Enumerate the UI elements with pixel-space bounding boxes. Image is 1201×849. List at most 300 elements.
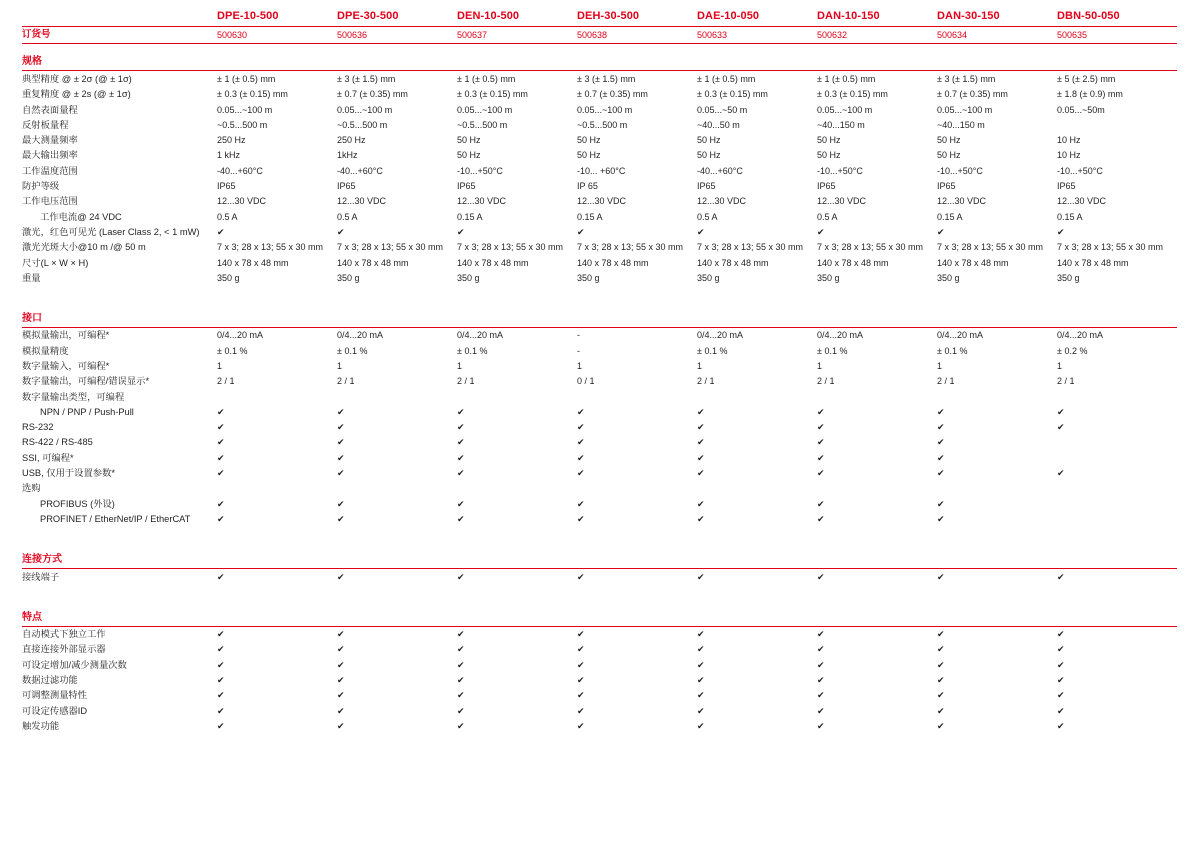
row-value-3-6-1: ✔	[337, 720, 345, 731]
row-label-1-2: 数字量输入，可编程*	[22, 360, 110, 371]
row-value-1-6-6: ✔	[937, 422, 945, 433]
row-value-0-8-5: 12...30 VDC	[817, 196, 867, 207]
row-value-1-5-3: ✔	[577, 406, 585, 417]
row-value-0-11-7: 7 x 3; 28 x 13; 55 x 30 mm	[1057, 242, 1164, 253]
row-value-0-13-7: 350 g	[1057, 272, 1080, 283]
row-value-3-0-6: ✔	[937, 629, 945, 640]
model-name-1: DPE-30-500	[337, 10, 399, 22]
row-value-3-4-7: ✔	[1057, 690, 1065, 701]
row-label-0-1: 重复精度 @ ± 2s (@ ± 1σ)	[22, 89, 131, 100]
row-label-0-4: 最大测量频率	[22, 135, 78, 146]
spec-row	[22, 270, 1177, 285]
row-value-0-4-4: 50 Hz	[697, 135, 721, 146]
spec-row	[22, 496, 1177, 511]
row-value-0-0-1: ± 3 (± 1.5) mm	[337, 73, 396, 84]
spacer	[22, 527, 1177, 542]
row-value-3-5-5: ✔	[817, 705, 825, 716]
row-value-0-10-6: ✔	[937, 226, 945, 237]
row-value-1-9-6: ✔	[937, 468, 945, 479]
section-blank-1	[337, 301, 457, 326]
model-name-3: DEH-30-500	[577, 10, 640, 22]
order-code-value-2: 500637	[457, 29, 488, 40]
row-value-0-5-5: 50 Hz	[817, 150, 841, 161]
row-value-0-13-4: 350 g	[697, 272, 720, 283]
spacer-row	[22, 285, 1177, 300]
row-value-3-3-5: ✔	[817, 675, 825, 686]
section-blank-3	[577, 301, 697, 326]
row-value-1-2-6: 1	[937, 360, 943, 371]
row-value-3-5-3: ✔	[577, 705, 585, 716]
row-value-1-6-1: ✔	[337, 422, 345, 433]
row-value-0-5-4: 50 Hz	[697, 150, 721, 161]
order-code-value-7: 500635	[1057, 29, 1088, 40]
row-value-1-2-5: 1	[817, 360, 823, 371]
row-value-1-11-2: ✔	[457, 498, 465, 509]
row-value-0-13-5: 350 g	[817, 272, 840, 283]
row-value-0-13-2: 350 g	[457, 272, 480, 283]
row-label-0-6: 工作温度范围	[22, 165, 78, 176]
row-value-3-4-6: ✔	[937, 690, 945, 701]
section-blank-4	[697, 542, 817, 567]
row-value-2-0-2: ✔	[457, 571, 465, 582]
row-label-1-3: 数字量输出，可编程/错误显示*	[22, 376, 150, 387]
row-value-3-0-2: ✔	[457, 629, 465, 640]
section-header-1	[22, 301, 1177, 326]
row-value-1-12-6: ✔	[937, 513, 945, 524]
row-value-0-13-0: 350 g	[217, 272, 240, 283]
row-label-0-8: 工作电压范围	[22, 196, 78, 207]
row-value-0-1-3: ± 0.7 (± 0.35) mm	[577, 89, 648, 100]
row-value-1-12-2: ✔	[457, 513, 465, 524]
row-value-0-2-3: 0.05...~100 m	[577, 104, 633, 115]
row-value-3-3-1: ✔	[337, 675, 345, 686]
section-blank-1	[337, 600, 457, 625]
row-value-1-6-4: ✔	[697, 422, 705, 433]
row-value-0-4-2: 50 Hz	[457, 135, 481, 146]
row-value-3-5-7: ✔	[1057, 705, 1065, 716]
row-value-0-1-7: ± 1.8 (± 0.9) mm	[1057, 89, 1123, 100]
spacer-row	[22, 527, 1177, 542]
row-value-0-4-7: 10 Hz	[1057, 135, 1081, 146]
row-value-3-3-4: ✔	[697, 675, 705, 686]
row-value-1-10-1	[337, 481, 457, 496]
row-label-0-12: 尺寸(L × W × H)	[22, 257, 89, 268]
row-value-0-3-6: ~40...150 m	[937, 119, 985, 130]
section-blank-0	[217, 44, 337, 70]
spec-row	[22, 358, 1177, 373]
section-blank-6	[937, 301, 1057, 326]
row-value-0-2-7: 0.05...~50m	[1057, 104, 1105, 115]
row-value-0-9-0: 0.5 A	[217, 211, 238, 222]
row-label-3-6: 触发功能	[22, 720, 60, 731]
row-value-2-0-5: ✔	[817, 571, 825, 582]
row-label-1-1: 模拟量精度	[22, 345, 69, 356]
spec-row	[22, 194, 1177, 209]
row-label-3-0: 自动模式下独立工作	[22, 629, 106, 640]
row-value-1-6-3: ✔	[577, 422, 585, 433]
row-value-0-7-5: IP65	[817, 181, 836, 192]
row-value-1-6-2: ✔	[457, 422, 465, 433]
row-value-0-10-4: ✔	[697, 226, 705, 237]
row-value-0-1-1: ± 0.7 (± 0.35) mm	[337, 89, 408, 100]
row-value-3-1-2: ✔	[457, 644, 465, 655]
row-value-3-1-4: ✔	[697, 644, 705, 655]
row-value-0-13-1: 350 g	[337, 272, 360, 283]
row-value-0-13-3: 350 g	[577, 272, 600, 283]
spec-row	[22, 672, 1177, 687]
row-value-0-12-1: 140 x 78 x 48 mm	[337, 257, 409, 268]
section-blank-5	[817, 301, 937, 326]
row-label-1-5: NPN / PNP / Push-Pull	[40, 406, 134, 417]
row-value-3-5-0: ✔	[217, 705, 225, 716]
row-value-2-0-3: ✔	[577, 571, 585, 582]
row-value-0-7-1: IP65	[337, 181, 356, 192]
row-value-1-3-4: 2 / 1	[697, 376, 715, 387]
row-label-1-6: RS-232	[22, 422, 54, 433]
row-value-0-0-6: ± 3 (± 1.5) mm	[937, 73, 996, 84]
row-value-0-7-4: IP65	[697, 181, 716, 192]
row-value-0-10-7: ✔	[1057, 226, 1065, 237]
row-value-0-2-2: 0.05...~100 m	[457, 104, 513, 115]
row-value-3-4-5: ✔	[817, 690, 825, 701]
row-value-0-10-3: ✔	[577, 226, 585, 237]
row-value-1-10-6	[937, 481, 1057, 496]
row-value-1-7-4: ✔	[697, 437, 705, 448]
section-blank-4	[697, 600, 817, 625]
row-value-1-4-7	[1057, 389, 1177, 404]
row-value-1-1-4: ± 0.1 %	[697, 345, 728, 356]
spec-row	[22, 642, 1177, 657]
spec-row	[22, 327, 1177, 343]
section-header-0	[22, 44, 1177, 70]
row-value-0-11-3: 7 x 3; 28 x 13; 55 x 30 mm	[577, 242, 684, 253]
row-value-1-11-5: ✔	[817, 498, 825, 509]
row-value-1-9-4: ✔	[697, 468, 705, 479]
section-title-0: 规格	[22, 56, 42, 68]
row-value-0-2-5: 0.05...~100 m	[817, 104, 873, 115]
row-value-0-8-3: 12...30 VDC	[577, 196, 627, 207]
row-value-0-9-4: 0.5 A	[697, 211, 718, 222]
row-value-1-4-2	[457, 389, 577, 404]
header-corner	[22, 0, 217, 25]
row-value-3-0-3: ✔	[577, 629, 585, 640]
spec-row	[22, 511, 1177, 526]
row-value-0-1-5: ± 0.3 (± 0.15) mm	[817, 89, 888, 100]
row-label-1-7: RS-422 / RS-485	[22, 437, 93, 448]
section-title-2: 连接方式	[22, 553, 62, 565]
row-value-3-5-2: ✔	[457, 705, 465, 716]
row-label-1-10: 选购	[22, 483, 41, 494]
row-value-0-13-6: 350 g	[937, 272, 960, 283]
row-value-1-2-1: 1	[337, 360, 343, 371]
row-value-3-0-7: ✔	[1057, 629, 1065, 640]
row-value-0-7-6: IP65	[937, 181, 956, 192]
spec-row	[22, 568, 1177, 584]
row-value-1-3-1: 2 / 1	[337, 376, 355, 387]
row-value-0-4-5: 50 Hz	[817, 135, 841, 146]
row-value-1-9-1: ✔	[337, 468, 345, 479]
row-value-0-12-0: 140 x 78 x 48 mm	[217, 257, 289, 268]
section-blank-4	[697, 44, 817, 70]
row-value-3-6-3: ✔	[577, 720, 585, 731]
section-blank-2	[457, 44, 577, 70]
spec-row	[22, 626, 1177, 642]
row-label-0-3: 反射板量程	[22, 119, 69, 130]
row-value-0-11-0: 7 x 3; 28 x 13; 55 x 30 mm	[217, 242, 324, 253]
row-value-1-3-3: 0 / 1	[577, 376, 595, 387]
spec-row	[22, 657, 1177, 672]
row-value-3-1-0: ✔	[217, 644, 225, 655]
row-value-2-0-1: ✔	[337, 571, 345, 582]
row-label-0-7: 防护等级	[22, 181, 60, 192]
row-value-1-8-2: ✔	[457, 452, 465, 463]
row-value-1-0-4: 0/4...20 mA	[697, 330, 744, 341]
order-code-row	[22, 27, 1177, 43]
section-blank-7	[1057, 600, 1177, 625]
row-value-0-11-5: 7 x 3; 28 x 13; 55 x 30 mm	[817, 242, 924, 253]
row-value-0-11-1: 7 x 3; 28 x 13; 55 x 30 mm	[337, 242, 444, 253]
row-label-0-10: 激光，红色可见光 (Laser Class 2, < 1 mW)	[22, 226, 200, 237]
row-value-0-4-3: 50 Hz	[577, 135, 601, 146]
row-value-1-12-4: ✔	[697, 513, 705, 524]
order-code-value-6: 500634	[937, 29, 968, 40]
row-value-3-0-0: ✔	[217, 629, 225, 640]
row-value-2-0-7: ✔	[1057, 571, 1065, 582]
row-value-1-5-5: ✔	[817, 406, 825, 417]
row-value-1-11-3: ✔	[577, 498, 585, 509]
row-value-1-3-0: 2 / 1	[217, 376, 235, 387]
section-blank-5	[817, 44, 937, 70]
model-name-0: DPE-10-500	[217, 10, 279, 22]
row-value-1-7-0: ✔	[217, 437, 225, 448]
section-blank-3	[577, 600, 697, 625]
row-value-1-4-0	[217, 389, 337, 404]
row-value-0-8-6: 12...30 VDC	[937, 196, 987, 207]
spec-row	[22, 703, 1177, 718]
row-value-1-7-7	[1057, 435, 1177, 450]
row-value-3-5-6: ✔	[937, 705, 945, 716]
row-value-0-3-4: ~40...50 m	[697, 119, 740, 130]
row-value-1-1-2: ± 0.1 %	[457, 345, 488, 356]
spec-row	[22, 87, 1177, 102]
section-blank-4	[697, 301, 817, 326]
row-value-0-10-0: ✔	[217, 226, 225, 237]
section-blank-7	[1057, 542, 1177, 567]
row-value-3-6-4: ✔	[697, 720, 705, 731]
row-value-0-11-4: 7 x 3; 28 x 13; 55 x 30 mm	[697, 242, 804, 253]
row-value-0-4-6: 50 Hz	[937, 135, 961, 146]
row-value-1-3-5: 2 / 1	[817, 376, 835, 387]
row-label-3-2: 可设定增加/减少测量次数	[22, 659, 127, 670]
model-name-2: DEN-10-500	[457, 10, 520, 22]
row-value-0-1-4: ± 0.3 (± 0.15) mm	[697, 89, 768, 100]
row-value-0-1-0: ± 0.3 (± 0.15) mm	[217, 89, 288, 100]
row-value-0-12-7: 140 x 78 x 48 mm	[1057, 257, 1129, 268]
row-value-1-5-7: ✔	[1057, 406, 1065, 417]
row-value-1-6-5: ✔	[817, 422, 825, 433]
row-label-1-0: 模拟量输出，可编程*	[22, 330, 110, 341]
row-value-1-5-6: ✔	[937, 406, 945, 417]
row-value-1-8-6: ✔	[937, 452, 945, 463]
spec-row	[22, 465, 1177, 480]
row-value-3-2-1: ✔	[337, 659, 345, 670]
row-value-1-10-2	[457, 481, 577, 496]
row-value-1-10-7	[1057, 481, 1177, 496]
row-label-1-8: SSI, 可编程*	[22, 452, 74, 463]
row-value-1-7-5: ✔	[817, 437, 825, 448]
spec-row	[22, 435, 1177, 450]
order-code-value-0: 500630	[217, 29, 248, 40]
row-value-0-6-2: -10...+50°C	[457, 165, 503, 176]
row-value-3-6-6: ✔	[937, 720, 945, 731]
row-value-3-0-5: ✔	[817, 629, 825, 640]
row-value-3-2-7: ✔	[1057, 659, 1065, 670]
row-value-1-2-4: 1	[697, 360, 703, 371]
row-value-0-2-6: 0.05...~100 m	[937, 104, 993, 115]
row-value-0-0-4: ± 1 (± 0.5) mm	[697, 73, 756, 84]
row-value-0-2-1: 0.05...~100 m	[337, 104, 393, 115]
row-label-0-2: 自然表面量程	[22, 104, 78, 115]
row-value-1-3-7: 2 / 1	[1057, 376, 1075, 387]
row-value-0-9-3: 0.15 A	[577, 211, 603, 222]
row-value-1-12-1: ✔	[337, 513, 345, 524]
row-value-0-1-2: ± 0.3 (± 0.15) mm	[457, 89, 528, 100]
row-value-0-5-2: 50 Hz	[457, 150, 481, 161]
spec-row	[22, 255, 1177, 270]
row-value-1-2-2: 1	[457, 360, 463, 371]
row-value-1-4-4	[697, 389, 817, 404]
row-label-1-11: PROFIBUS (外设)	[40, 498, 115, 509]
row-value-3-0-4: ✔	[697, 629, 705, 640]
row-value-0-3-0: ~0.5...500 m	[217, 119, 268, 130]
row-value-1-2-7: 1	[1057, 360, 1063, 371]
row-value-0-0-3: ± 3 (± 1.5) mm	[577, 73, 636, 84]
row-value-3-4-4: ✔	[697, 690, 705, 701]
row-value-0-3-1: ~0.5...500 m	[337, 119, 388, 130]
spec-row	[22, 71, 1177, 87]
row-value-3-6-2: ✔	[457, 720, 465, 731]
row-value-3-3-7: ✔	[1057, 675, 1065, 686]
row-value-3-5-1: ✔	[337, 705, 345, 716]
spec-row	[22, 343, 1177, 358]
row-value-3-6-7: ✔	[1057, 720, 1065, 731]
row-value-1-8-7	[1057, 450, 1177, 465]
row-value-1-1-6: ± 0.1 %	[937, 345, 968, 356]
section-blank-5	[817, 542, 937, 567]
order-code-label: 订货号	[22, 28, 51, 40]
spec-row	[22, 209, 1177, 224]
row-value-0-8-2: 12...30 VDC	[457, 196, 507, 207]
section-header-3	[22, 600, 1177, 625]
row-value-1-8-5: ✔	[817, 452, 825, 463]
row-value-1-12-0: ✔	[217, 513, 225, 524]
row-value-0-7-7: IP65	[1057, 181, 1076, 192]
row-value-0-5-7: 10 Hz	[1057, 150, 1081, 161]
order-code-value-1: 500636	[337, 29, 368, 40]
row-value-1-5-1: ✔	[337, 406, 345, 417]
model-name-4: DAE-10-050	[697, 10, 760, 22]
row-value-1-9-0: ✔	[217, 468, 225, 479]
row-value-1-7-6: ✔	[937, 437, 945, 448]
model-name-7: DBN-50-050	[1057, 10, 1120, 22]
row-value-1-10-5	[817, 481, 937, 496]
row-value-1-6-7: ✔	[1057, 422, 1065, 433]
row-value-3-1-5: ✔	[817, 644, 825, 655]
row-label-1-4: 数字量输出类型，可编程	[22, 391, 125, 402]
row-label-1-9: USB, 仅用于设置参数*	[22, 468, 115, 479]
section-blank-7	[1057, 44, 1177, 70]
row-value-0-0-2: ± 1 (± 0.5) mm	[457, 73, 516, 84]
section-title-3: 特点	[22, 611, 42, 623]
row-value-1-11-1: ✔	[337, 498, 345, 509]
row-value-1-9-3: ✔	[577, 468, 585, 479]
row-value-1-0-6: 0/4...20 mA	[937, 330, 984, 341]
row-value-0-10-5: ✔	[817, 226, 825, 237]
row-value-3-2-2: ✔	[457, 659, 465, 670]
row-value-1-6-0: ✔	[217, 422, 225, 433]
row-value-0-7-2: IP65	[457, 181, 476, 192]
spec-row	[22, 420, 1177, 435]
row-value-1-4-1	[337, 389, 457, 404]
row-value-0-12-5: 140 x 78 x 48 mm	[817, 257, 889, 268]
row-value-0-10-1: ✔	[337, 226, 345, 237]
row-value-1-8-4: ✔	[697, 452, 705, 463]
order-code-value-5: 500632	[817, 29, 848, 40]
row-value-1-3-2: 2 / 1	[457, 376, 475, 387]
row-value-3-3-3: ✔	[577, 675, 585, 686]
row-value-0-9-7: 0.15 A	[1057, 211, 1083, 222]
row-value-0-2-0: 0.05...~100 m	[217, 104, 273, 115]
row-value-3-0-1: ✔	[337, 629, 345, 640]
spec-row	[22, 389, 1177, 404]
section-blank-1	[337, 44, 457, 70]
row-value-0-5-3: 50 Hz	[577, 150, 601, 161]
row-value-0-3-2: ~0.5...500 m	[457, 119, 508, 130]
spacer	[22, 285, 1177, 300]
row-value-0-9-5: 0.5 A	[817, 211, 838, 222]
row-value-1-7-2: ✔	[457, 437, 465, 448]
row-value-1-12-7	[1057, 511, 1177, 526]
row-value-3-1-3: ✔	[577, 644, 585, 655]
row-value-3-5-4: ✔	[697, 705, 705, 716]
spacer	[22, 584, 1177, 599]
model-name-5: DAN-10-150	[817, 10, 880, 22]
row-value-0-1-6: ± 0.7 (± 0.35) mm	[937, 89, 1008, 100]
row-value-3-4-2: ✔	[457, 690, 465, 701]
row-value-0-0-0: ± 1 (± 0.5) mm	[217, 73, 276, 84]
row-label-0-13: 重量	[22, 272, 41, 283]
row-value-1-7-3: ✔	[577, 437, 585, 448]
section-blank-1	[337, 542, 457, 567]
row-value-2-0-6: ✔	[937, 571, 945, 582]
row-value-1-8-3: ✔	[577, 452, 585, 463]
row-value-1-10-4	[697, 481, 817, 496]
row-value-1-1-7: ± 0.2 %	[1057, 345, 1088, 356]
section-blank-3	[577, 542, 697, 567]
row-value-0-6-4: -40...+60°C	[697, 165, 743, 176]
row-value-1-0-5: 0/4...20 mA	[817, 330, 864, 341]
specification-table	[22, 0, 1177, 734]
row-value-0-0-7: ± 5 (± 2.5) mm	[1057, 73, 1116, 84]
row-value-0-7-0: IP65	[217, 181, 236, 192]
row-value-1-2-3: 1	[577, 360, 583, 371]
spec-row	[22, 224, 1177, 239]
row-value-0-11-6: 7 x 3; 28 x 13; 55 x 30 mm	[937, 242, 1044, 253]
row-value-3-3-6: ✔	[937, 675, 945, 686]
spec-row	[22, 374, 1177, 389]
row-value-3-2-0: ✔	[217, 659, 225, 670]
spec-row	[22, 240, 1177, 255]
